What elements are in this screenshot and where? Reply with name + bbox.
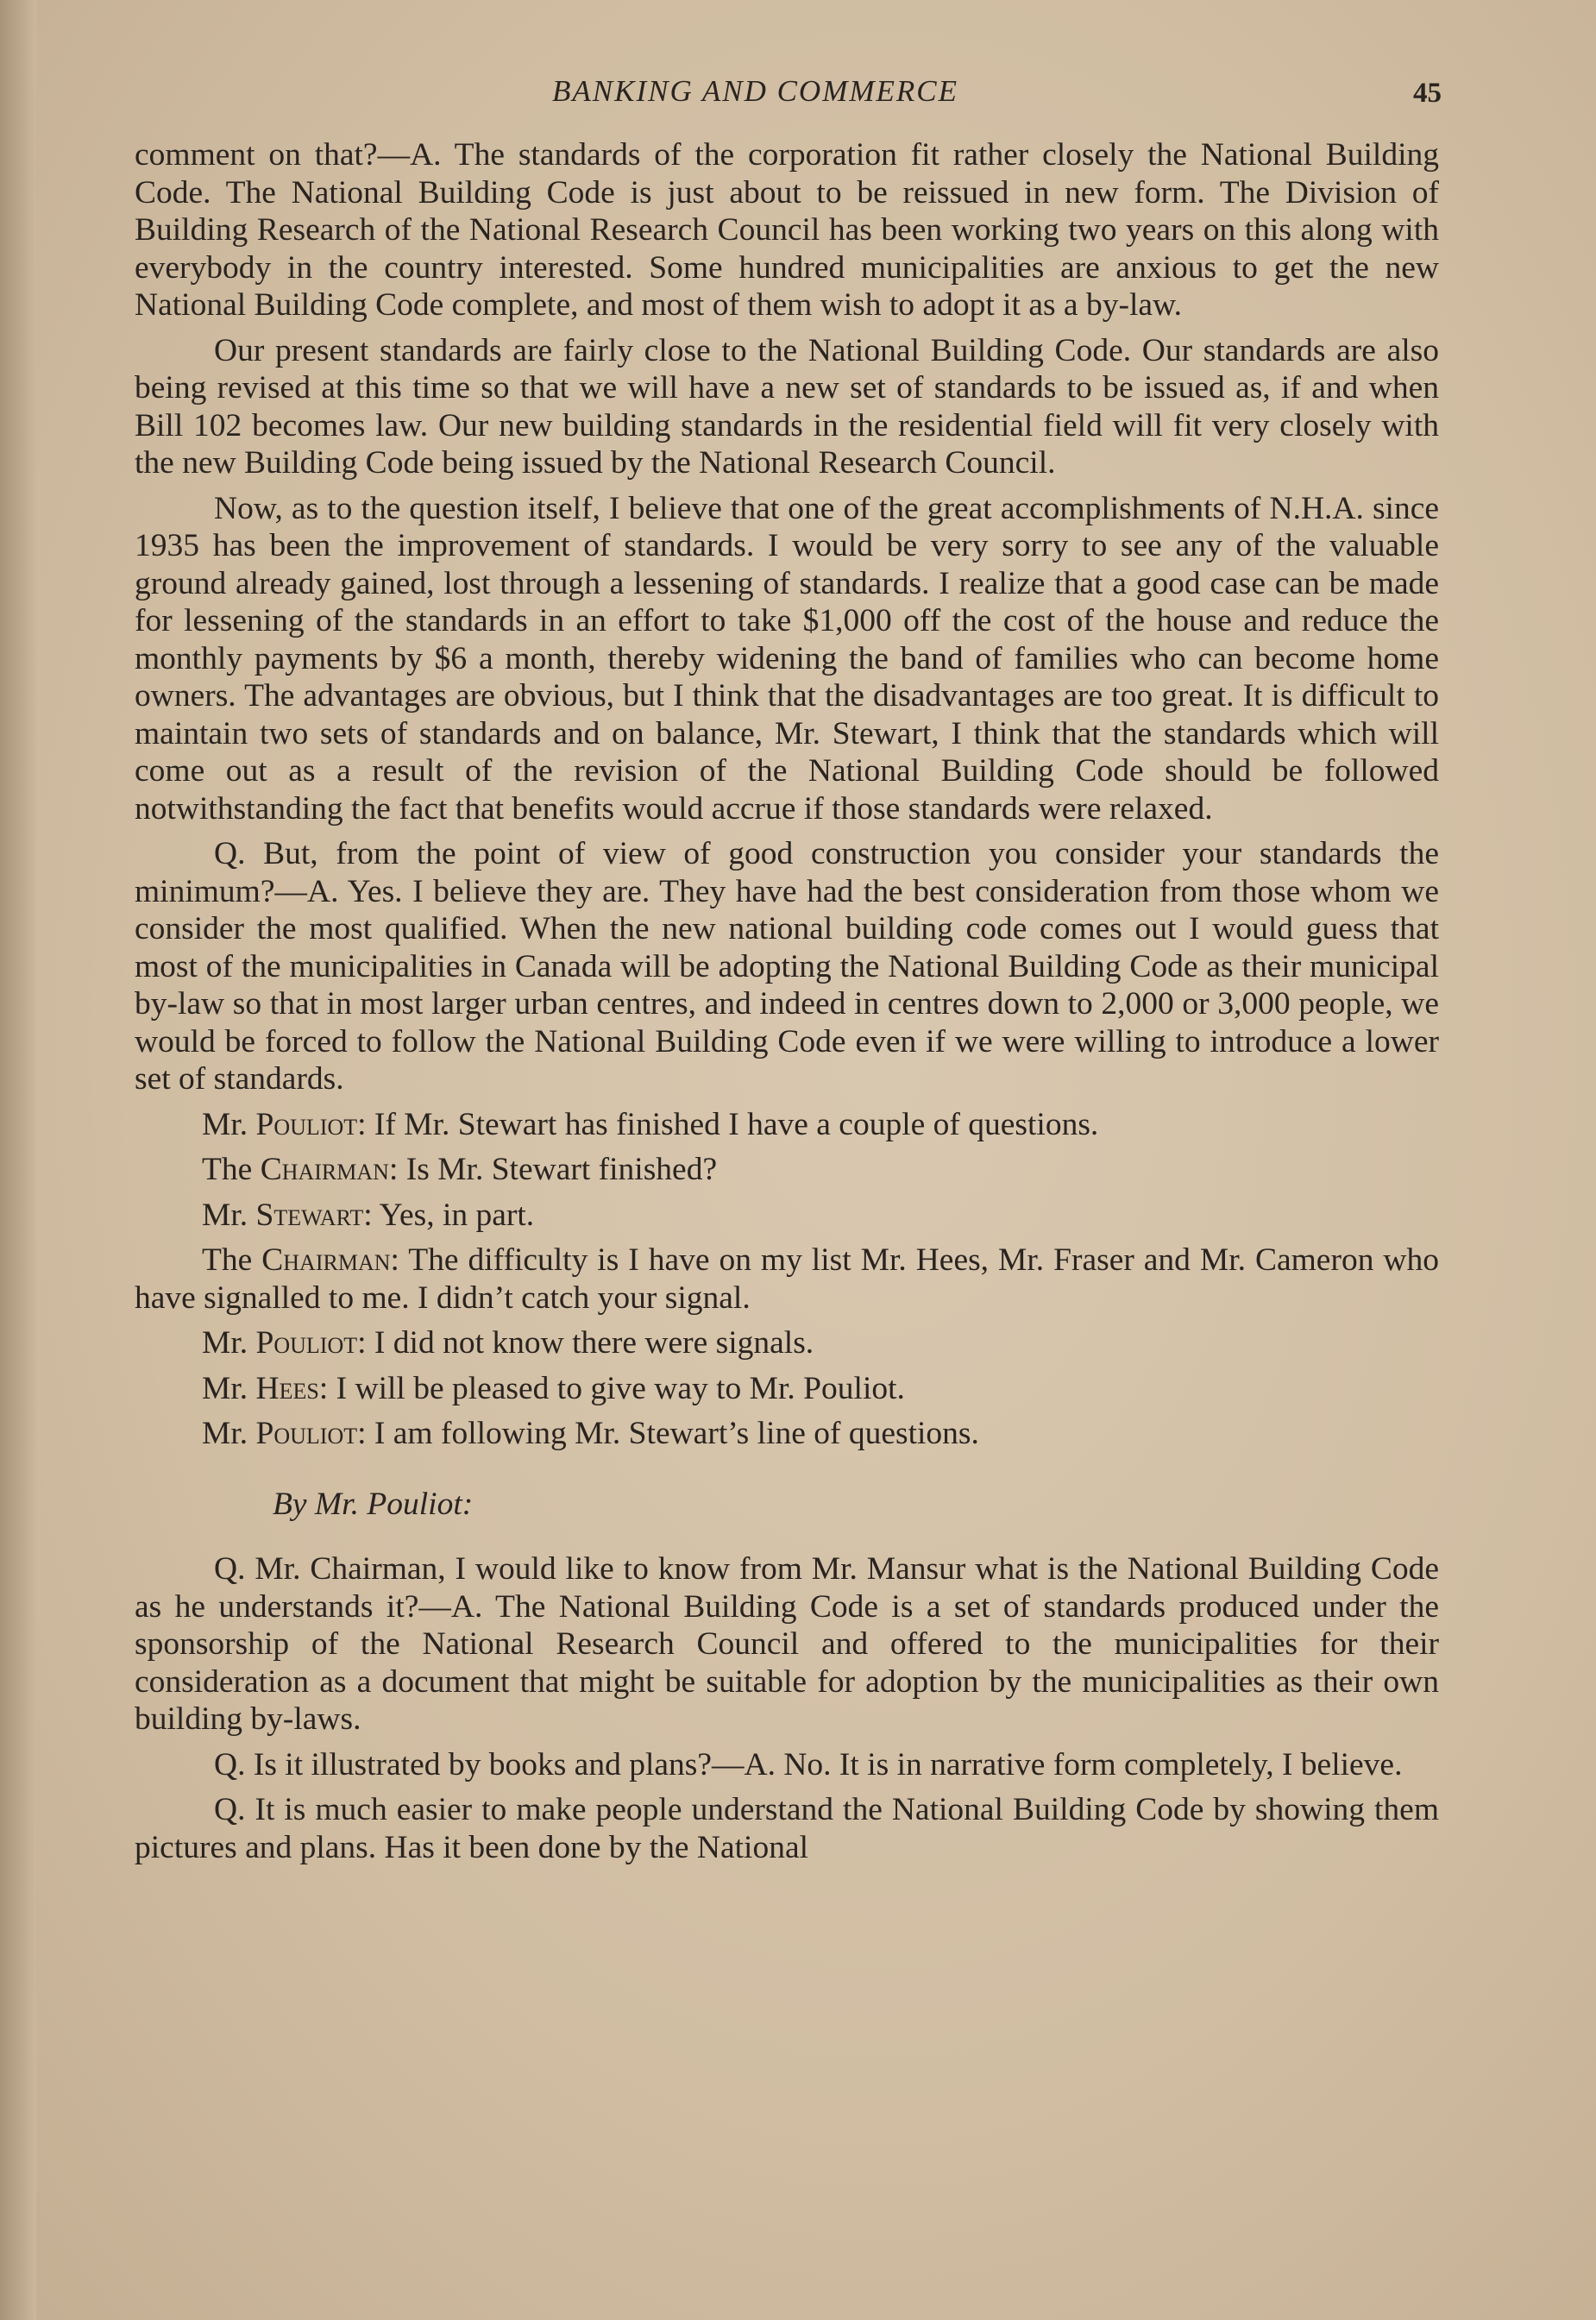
examiner-byline: By Mr. Pouliot: bbox=[273, 1486, 474, 1522]
paragraph: Our present standards are fairly close to the National Building Code. Our standards are also being revised at this time so that we will have a new set of standards to be issued as, if and when Bill 102 becomes law. Our new building standards in the residential field will fit very closely with the new Building Code being issued by the National Research Council. bbox=[135, 332, 1439, 481]
speaker-line: Mr. Pouliot: I am following Mr. Stewart’s line of questions. bbox=[202, 1416, 979, 1451]
page-number: 45 bbox=[1413, 78, 1442, 109]
speaker-line: Mr. Pouliot: If Mr. Stewart has finished I have a couple of questions. bbox=[202, 1106, 1099, 1142]
speaker-line: Mr. Hees: I will be pleased to give way to Mr. Pouliot. bbox=[202, 1370, 905, 1406]
speaker-line: Mr. Stewart: Yes, in part. bbox=[202, 1197, 535, 1233]
speaker-name: Stewart bbox=[255, 1197, 364, 1233]
question-paragraph: Q. Is it illustrated by books and plans?—A. No. It is in narrative form completely, I believe. bbox=[214, 1746, 1403, 1782]
question-paragraph: Q. It is much easier to make people understand the National Building Code by showing them pictures and plans. Has it been done by the National bbox=[135, 1792, 1439, 1865]
speaker-line: The Chairman: The difficulty is I have on my list Mr. Hees, Mr. Fraser and Mr. Cameron who have signalled to me. I didn’t catch your signal. bbox=[135, 1242, 1439, 1316]
question-paragraph: Q. But, from the point of view of good construction you consider your standards the minimum?—A. Yes. I believe they are. They have had the best consideration from those whom we consider the most qualified. When the new national building code comes out I would guess that most of the municipalities in Canada will be adopting the National Building Code as their municipal by-law so that in most larger urban centres, and indeed in centres down to 2,000 or 3,000 people, we would be forced to follow the National Building Code even if we were willing to introduce a lower set of standards. bbox=[135, 836, 1439, 1097]
paragraph-continued: comment on that?—A. The standards of the corporation fit rather closely the National Building Code. The National Building Code is just about to be reissued in new form. The Division of Building Research of the National Research Council has been working two years on this along with everybody in the country interested. Some hundred municipalities are anxious to get the new National Building Code complete, and most of them wish to adopt it as a by-law. bbox=[135, 137, 1439, 323]
running-title: BANKING AND COMMERCE bbox=[552, 74, 959, 108]
binding-gutter bbox=[0, 0, 36, 2320]
body-text bbox=[135, 136, 1439, 1866]
speaker-name: Pouliot bbox=[255, 1325, 358, 1361]
paragraph: Now, as to the question itself, I believe that one of the great accomplishments of N.H.A. since 1935 has been the improvement of standards. I would be very sorry to see any of the valuable ground already gained, lost through a lessening of standards. I realize that a good case can be made for lessening of the standards in an effort to take $1,000 off the cost of the house and reduce the monthly payments by $6 a month, thereby widening the band of families who can become home owners. The advantages are obvious, but I think that the disadvantages are too great. It is difficult to maintain two sets of standards and on balance, Mr. Stewart, I think that the standards which will come out as a result of the revision of the National Building Code should be followed notwithstanding the fact that benefits would accrue if those standards were relaxed. bbox=[135, 490, 1439, 827]
speaker-line: Mr. Pouliot: I did not know there were signals. bbox=[202, 1325, 814, 1361]
speaker-line: The Chairman: Is Mr. Stewart finished? bbox=[202, 1152, 718, 1187]
speaker-name: Chairman bbox=[260, 1152, 389, 1187]
speaker-name: Chairman bbox=[261, 1242, 391, 1278]
speaker-name: Hees bbox=[255, 1370, 319, 1406]
question-paragraph: Q. Mr. Chairman, I would like to know from Mr. Mansur what is the National Building Code as he understands it?—A. The National Building Code is a set of standards produced under the sponsorship of the National Research Council and offered to the municipalities for their consideration as a document that might be suitable for adoption by the municipalities as their own building by-laws. bbox=[135, 1551, 1439, 1737]
speaker-name: Pouliot bbox=[255, 1106, 358, 1142]
speaker-name: Pouliot bbox=[255, 1416, 358, 1451]
page-header bbox=[0, 74, 1596, 117]
